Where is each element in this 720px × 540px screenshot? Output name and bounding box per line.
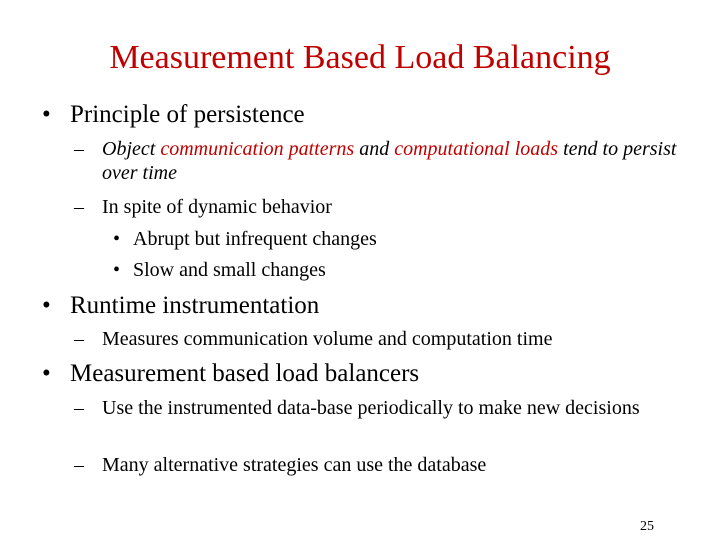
subbullet-persistence-description: – Object communication patterns and computational loads tend to persist over time [74, 138, 677, 184]
bullet-dot-icon: • [113, 259, 121, 281]
subsubbullet-abrupt-changes: • Abrupt but infrequent changes [113, 228, 377, 250]
bullet-text: Principle of persistence [70, 101, 305, 128]
dash-icon: – [74, 328, 84, 350]
bullet-dot-icon: • [113, 228, 121, 250]
bullet-text: Runtime instrumentation [70, 292, 320, 319]
dash-icon: – [74, 138, 84, 160]
dash-icon: – [74, 454, 84, 476]
bullet-measurement-based-load-balancers [42, 359, 419, 389]
dash-icon: – [74, 196, 84, 218]
highlight-communication-patterns: communication patterns [160, 138, 355, 160]
bullet-dot-icon: • [42, 360, 51, 387]
bullet-principle-of-persistence [42, 100, 305, 130]
bullet-runtime-instrumentation [42, 291, 319, 321]
subbullet-instrumented-database: – Use the instrumented data-base periodically to make new decisions [74, 397, 640, 419]
highlight-computational-loads: computational loads [394, 138, 559, 160]
dash-icon: – [74, 397, 84, 419]
slide-title: Measurement Based Load Balancing [109, 39, 611, 76]
subbullet-alternative-strategies: – Many alternative strategies can use the database [74, 454, 487, 476]
bullet-text: Measurement based load balancers [70, 360, 420, 387]
page-number: 25 [640, 519, 654, 534]
bullet-dot-icon: • [42, 292, 51, 319]
bullet-dot-icon: • [42, 101, 51, 128]
subbullet-dynamic-behavior: – In spite of dynamic behavior [74, 196, 332, 218]
subbullet-measures: – Measures communication volume and computation time [74, 328, 553, 350]
subsubbullet-slow-changes: • Slow and small changes [113, 259, 326, 281]
